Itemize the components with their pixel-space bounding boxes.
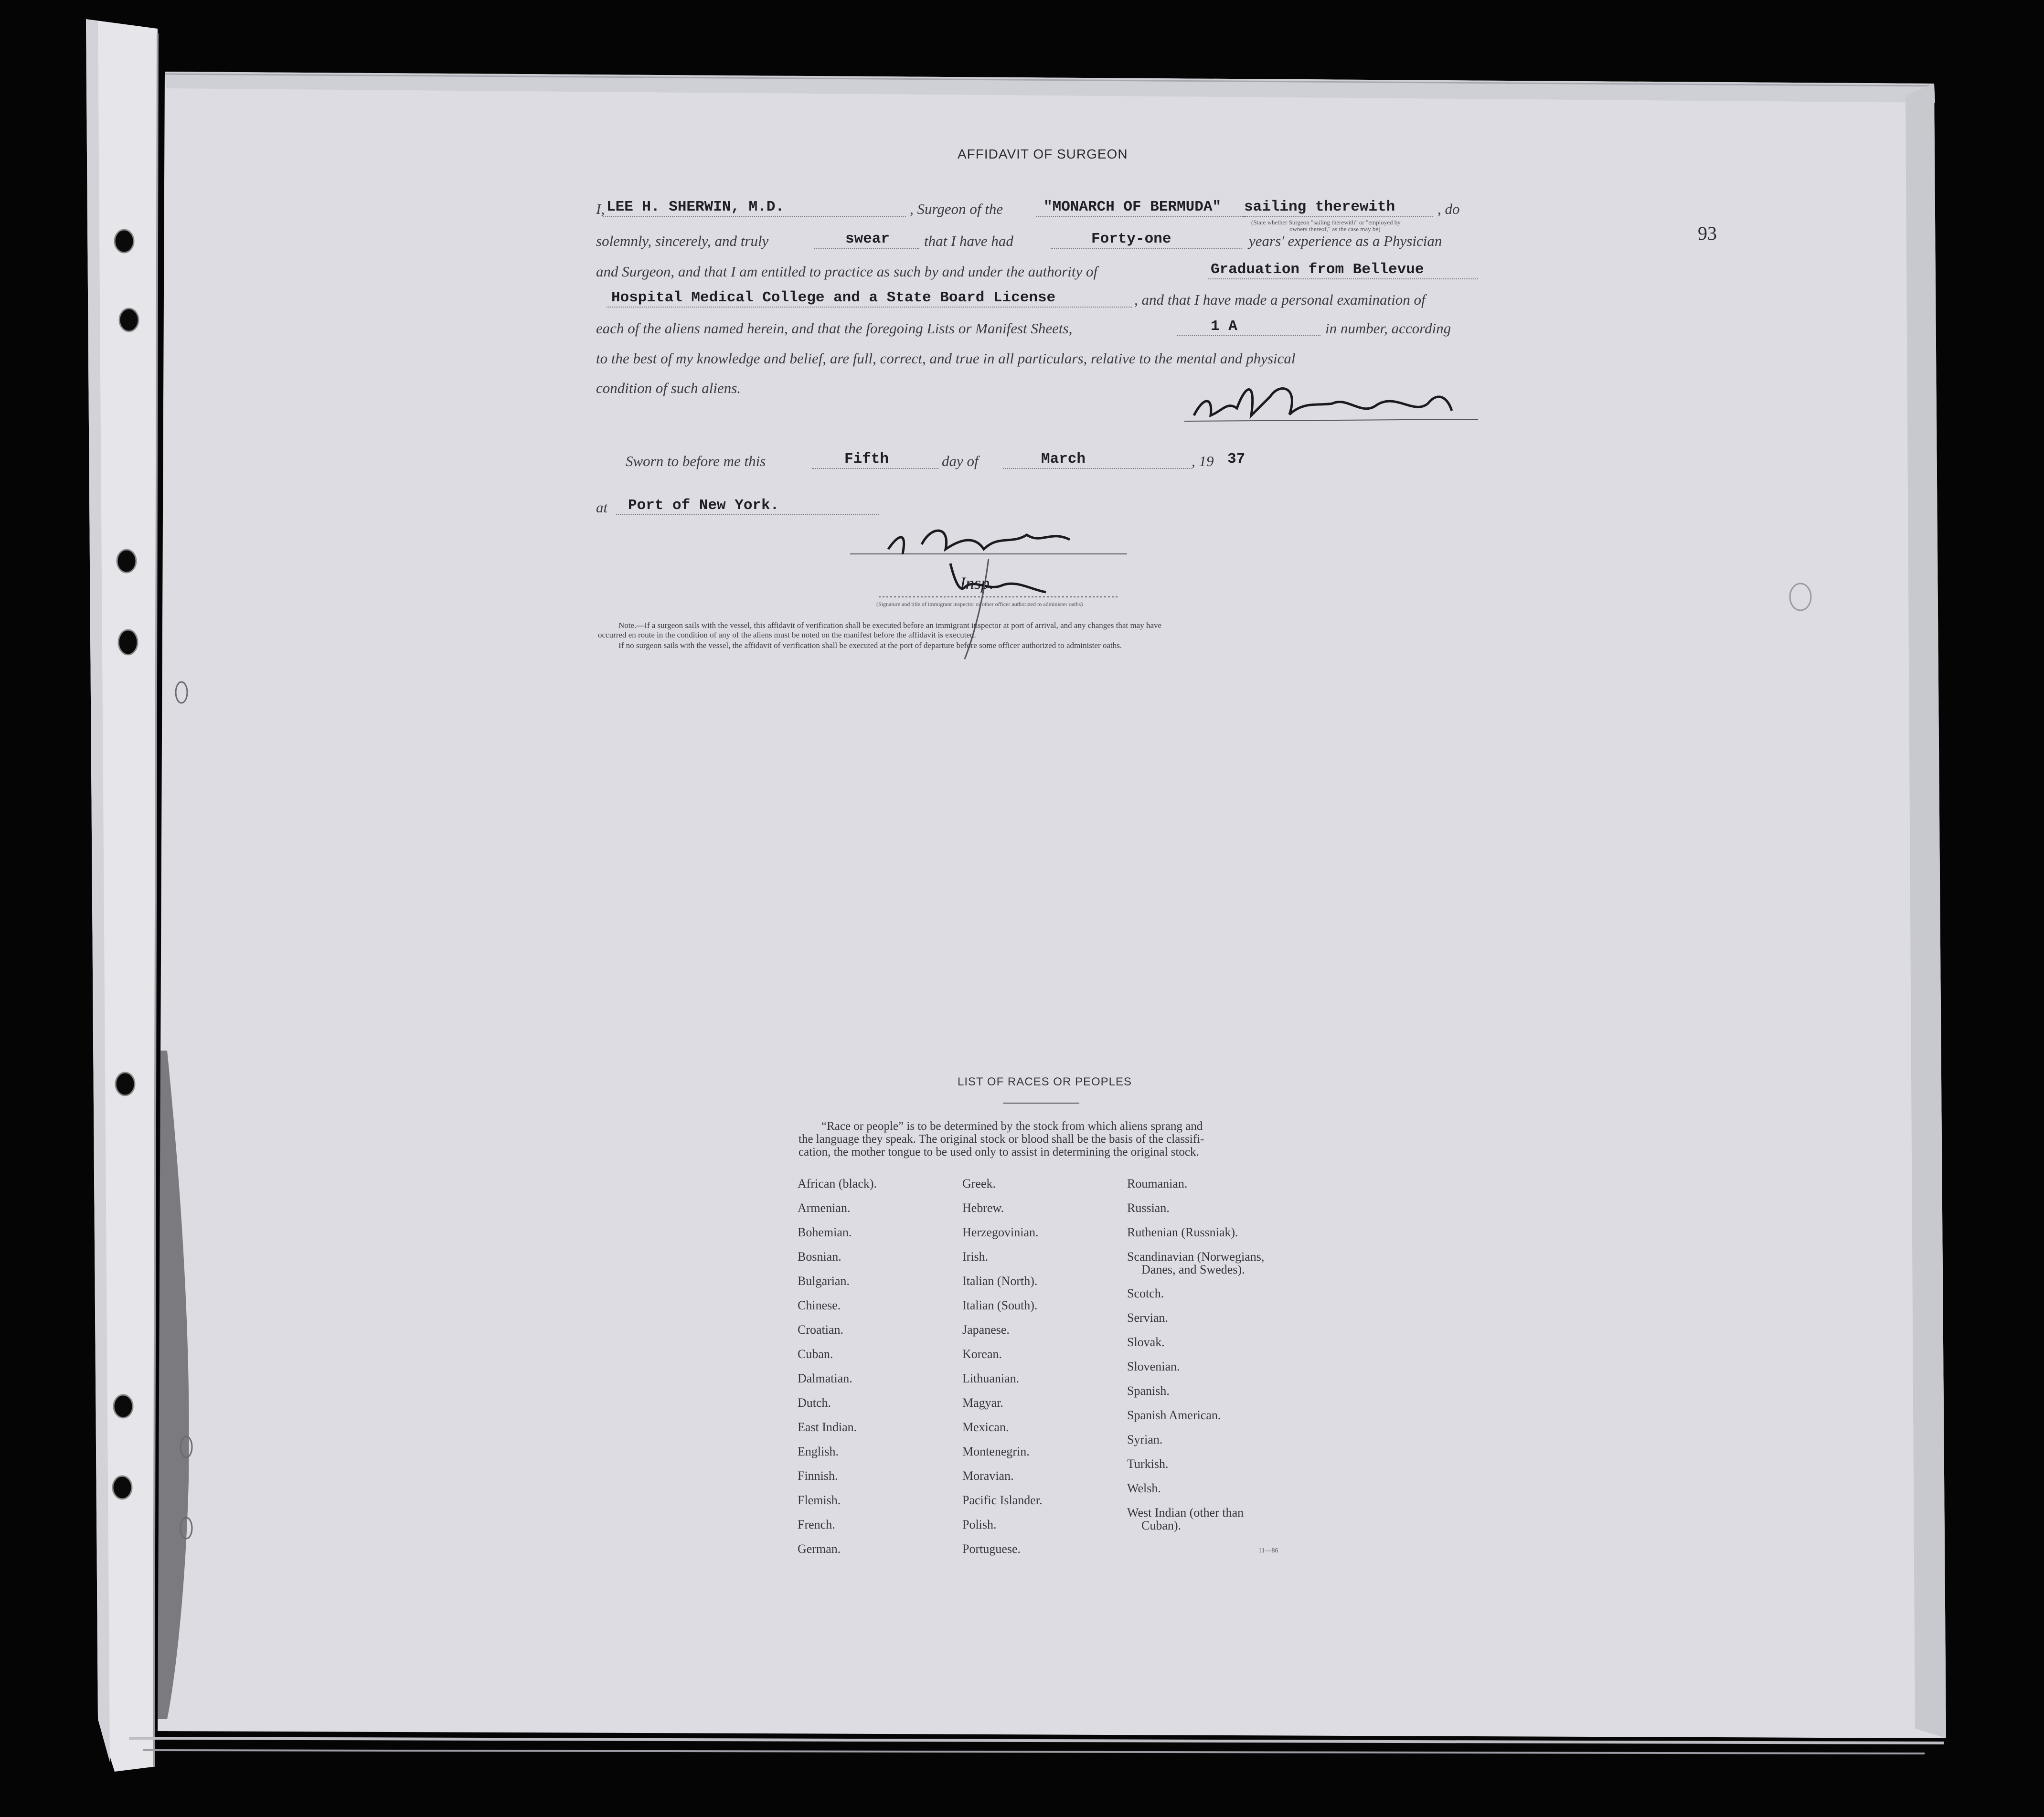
note-1: Note.—If a surgeon sails with the vessel, this affidavit of verification shall be executed before an immigrant inspector at port of arrival, and any changes that may have <box>618 621 1162 630</box>
page-number: 93 <box>1698 223 1717 244</box>
l2-pre: solemnly, sincerely, and truly <box>596 233 769 249</box>
race-item: Welsh. <box>1127 1481 1161 1495</box>
race-item: Cuban. <box>798 1347 833 1361</box>
races-intro-1: “Race or people” is to be determined by the stock from which aliens sprang and <box>821 1120 1203 1133</box>
race-item: Croatian. <box>798 1323 844 1337</box>
race-item: Slovak. <box>1127 1335 1165 1349</box>
race-item: Bulgarian. <box>798 1274 850 1288</box>
races-intro-3: cation, the mother tongue to be used only to assist in determining the original stock. <box>798 1146 1199 1158</box>
sailing-note-2: owners thereof," as the case may be) <box>1289 225 1381 233</box>
race-item: Korean. <box>962 1347 1002 1361</box>
l1-mid: , Surgeon of the <box>910 201 1003 217</box>
race-item: Herzegovinian. <box>962 1225 1039 1239</box>
race-item: Flemish. <box>798 1493 841 1507</box>
l6: to the best of my knowledge and belief, are full, correct, and true in all particulars, relative to the mental and physical <box>596 350 1296 367</box>
at-label: at <box>596 499 608 516</box>
races-column-2 <box>962 1177 1043 1567</box>
races-column-3 <box>1127 1177 1264 1532</box>
race-item: Moravian. <box>962 1469 1014 1483</box>
sheet-count: 1 A <box>1211 318 1237 335</box>
note-3: If no surgeon sails with the vessel, the affidavit of verification shall be executed at the port of departure before some officer authorized to administer oaths. <box>618 641 1122 650</box>
year-prefix: , 19 <box>1192 453 1214 469</box>
day-of: day of <box>942 453 979 469</box>
vessel-name: "MONARCH OF BERMUDA" <box>1043 199 1222 215</box>
surgeon-name: LEE H. SHERWIN, M.D. <box>607 199 785 215</box>
oath: swear <box>845 231 890 247</box>
races-title: LIST OF RACES OR PEOPLES <box>958 1075 1132 1088</box>
race-item: Syrian. <box>1127 1433 1163 1446</box>
race-item: Italian (North). <box>962 1274 1038 1288</box>
races-column-1 <box>798 1177 877 1567</box>
sworn-pre: Sworn to before me this <box>626 453 766 469</box>
l1-pre: I, <box>596 201 605 217</box>
sailing-note-1: (State whether Surgeon "sailing therewith" or "employed by <box>1251 219 1401 226</box>
race-item: Pacific Islander. <box>962 1493 1043 1507</box>
race-item: Greek. <box>962 1177 996 1190</box>
race-item: Polish. <box>962 1518 997 1531</box>
race-item: Scotch. <box>1127 1286 1164 1300</box>
race-item: Dutch. <box>798 1396 831 1410</box>
authority-2: Hospital Medical College and a State Board License <box>611 289 1056 306</box>
form-code: 11—86 <box>1258 1547 1278 1554</box>
races-intro-2: the language they speak. The original stock or blood shall be the basis of the classifi- <box>798 1133 1204 1146</box>
authority-1: Graduation from Bellevue <box>1211 261 1424 278</box>
race-item: Irish. <box>962 1250 989 1264</box>
l4-end: , and that I have made a personal examination of <box>1134 291 1426 308</box>
surgeon-signature <box>1203 399 1396 420</box>
affidavit-title: AFFIDAVIT OF SURGEON <box>958 147 1128 161</box>
race-item: Magyar. <box>962 1396 1003 1410</box>
sailing-status: sailing therewith <box>1244 199 1395 215</box>
race-item: Italian (South). <box>962 1298 1038 1312</box>
sworn-place: Port of New York. <box>628 497 779 514</box>
year-suffix: 37 <box>1227 451 1246 468</box>
l2-mid: that I have had <box>924 233 1013 249</box>
inspector-title: Insp. <box>960 574 994 593</box>
race-item: Spanish American. <box>1127 1408 1221 1422</box>
race-item: Chinese. <box>798 1298 841 1312</box>
race-item: Lithuanian. <box>962 1371 1020 1385</box>
l2-end: years' experience as a Physician <box>1249 233 1442 249</box>
l1-end: , do <box>1437 201 1460 217</box>
race-item: French. <box>798 1518 835 1531</box>
race-item: Portuguese. <box>962 1542 1021 1556</box>
race-item: Finnish. <box>798 1469 838 1483</box>
race-item: Spanish. <box>1127 1384 1170 1398</box>
inspector-signature <box>898 530 980 550</box>
race-item: Servian. <box>1127 1311 1168 1325</box>
race-item: Turkish. <box>1127 1457 1169 1471</box>
l5-pre: each of the aliens named herein, and that the foregoing Lists or Manifest Sheets, <box>596 320 1073 337</box>
l3-pre: and Surgeon, and that I am entitled to practice as such by and under the authority of <box>596 263 1098 280</box>
race-item: Ruthenian (Russniak). <box>1127 1225 1238 1239</box>
race-item: Montenegrin. <box>962 1445 1030 1458</box>
l7: condition of such aliens. <box>596 380 741 396</box>
sworn-month: March <box>1041 451 1086 468</box>
note-2: occurred en route in the condition of any of the aliens must be noted on the manifest before the affidavit is executed. <box>598 630 976 639</box>
sworn-day: Fifth <box>844 451 889 468</box>
race-item: Mexican. <box>962 1420 1009 1434</box>
race-item: Bosnian. <box>798 1250 841 1264</box>
race-item: Japanese. <box>962 1323 1010 1337</box>
race-item: Cuban). <box>1141 1519 1182 1532</box>
race-item: Dalmatian. <box>798 1371 852 1385</box>
years-experience: Forty-one <box>1091 231 1171 247</box>
race-item: Russian. <box>1127 1201 1170 1215</box>
race-item: Bohemian. <box>798 1225 852 1239</box>
signature-caption: (Signature and title of immigrant inspector or other officer authorized to administer oaths) <box>876 601 1083 607</box>
race-item: East Indian. <box>798 1420 857 1434</box>
race-item: Roumanian. <box>1127 1177 1188 1190</box>
race-item: Scandinavian (Norwegians, <box>1127 1250 1265 1264</box>
race-item: German. <box>798 1542 841 1556</box>
l5-end: in number, according <box>1325 320 1451 337</box>
race-item: Slovenian. <box>1127 1360 1180 1373</box>
race-item: Danes, and Swedes). <box>1141 1263 1245 1276</box>
race-item: African (black). <box>798 1177 877 1190</box>
race-item: English. <box>798 1445 839 1458</box>
race-item: Hebrew. <box>962 1201 1004 1215</box>
race-item: Armenian. <box>798 1201 851 1215</box>
race-item: West Indian (other than <box>1127 1506 1244 1519</box>
